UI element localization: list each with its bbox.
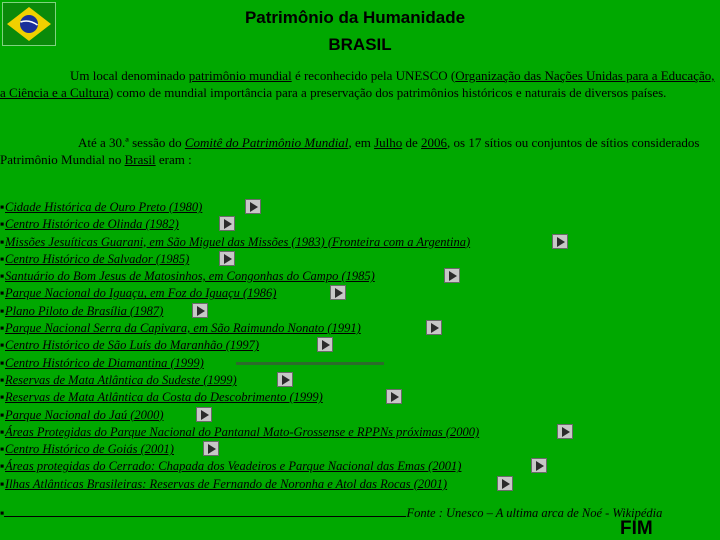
bullet: ▪ [0, 217, 5, 232]
list-item [0, 303, 720, 320]
intro-text: eram : [155, 152, 192, 167]
list-item [0, 216, 720, 233]
play-icon[interactable] [330, 285, 346, 300]
title-line-2: BRASIL [328, 35, 392, 54]
site-link[interactable]: Plano Piloto de Brasília (1987) [5, 303, 164, 318]
bullet: ▪ [0, 407, 5, 422]
site-link[interactable]: Santuário do Bom Jesus de Matosinhos, em Congonhas do Campo (1985) [5, 269, 375, 284]
intro-text: Um local denominado [70, 68, 189, 83]
intro-text: de [402, 135, 422, 150]
list-item [0, 251, 720, 268]
site-link[interactable]: Ilhas Atlânticas Brasileiras: Reservas de Fernando de Noronha e Atol das Rocas (2001) [5, 476, 448, 491]
list-item [0, 199, 720, 216]
bullet: ▪ [0, 390, 5, 405]
list-item [0, 441, 720, 458]
site-link[interactable]: Reservas de Mata Atlântica da Costa do Descobrimento (1999) [5, 390, 323, 405]
list-item [0, 424, 720, 441]
intro-paragraph-2 [0, 134, 716, 168]
play-icon[interactable] [552, 234, 568, 249]
footer-underline [4, 504, 406, 517]
link-unesco-full-name[interactable]: Organização das Nações Unidas para a Educação, a Ciência e a Cultura [0, 68, 715, 100]
link-brasil[interactable]: Brasil [124, 152, 156, 167]
intro-paragraph-1 [0, 67, 716, 101]
play-icon[interactable] [557, 424, 573, 439]
play-icon[interactable] [196, 407, 212, 422]
site-link[interactable]: Missões Jesuíticas Guarani, em São Miguel das Missões (1983) (Fronteira com a Argentina) [5, 234, 471, 249]
end-label: FIM [620, 518, 653, 539]
play-icon[interactable] [277, 372, 293, 387]
bullet: ▪ [0, 355, 5, 370]
site-link[interactable]: Parque Nacional do Iguaçu, em Foz do Iguaçu (1986) [5, 286, 277, 301]
list-item [0, 389, 720, 406]
play-icon[interactable] [317, 337, 333, 352]
list-item [0, 320, 720, 337]
bullet: ▪ [0, 459, 5, 474]
play-icon[interactable] [531, 458, 547, 473]
intro-text: ) como de mundial importância para a preservação dos patrimônios históricos e naturais de diversos países. [109, 85, 667, 100]
play-icon[interactable] [192, 303, 208, 318]
intro-text: é reconhecido pela UNESCO ( [291, 68, 456, 83]
play-icon[interactable] [426, 320, 442, 335]
bullet: ▪ [0, 506, 5, 520]
bullet: ▪ [0, 234, 5, 249]
intro-text: , em [348, 135, 375, 150]
list-item [0, 458, 720, 475]
play-icon[interactable] [203, 441, 219, 456]
bullet: ▪ [0, 200, 5, 214]
site-link[interactable]: Reservas de Mata Atlântica do Sudeste (1999) [5, 372, 237, 387]
link-2006[interactable]: 2006 [421, 135, 448, 150]
bullet: ▪ [0, 321, 5, 336]
footer-source [0, 504, 720, 521]
bullet: ▪ [0, 372, 5, 387]
site-link[interactable]: Centro Histórico de Goiás (2001) [5, 442, 174, 457]
bullet: ▪ [0, 338, 5, 353]
play-icon[interactable] [444, 268, 460, 283]
intro-text: , os 17 sítios ou conjuntos de sítios considerados Patrimônio Mundial no [0, 135, 700, 167]
play-icon[interactable] [219, 216, 235, 231]
site-link[interactable]: Centro Histórico de Salvador (1985) [5, 251, 190, 266]
site-link[interactable]: Áreas protegidas do Cerrado: Chapada dos Veadeiros e Parque Nacional das Emas (2001) [5, 459, 462, 474]
site-link[interactable]: Centro Histórico de Olinda (1982) [5, 217, 179, 232]
list-item [0, 372, 720, 389]
list-item [0, 234, 720, 251]
site-link[interactable]: Parque Nacional Serra da Capivara, em São Raimundo Nonato (1991) [5, 321, 361, 336]
play-icon[interactable] [219, 251, 235, 266]
list-item [0, 268, 720, 285]
play-icon[interactable] [497, 476, 513, 491]
source-text: Fonte : Unesco – A ultima arca de Noé - Wikipédia [406, 506, 663, 520]
bullet: ▪ [0, 303, 5, 318]
list-item [0, 285, 720, 302]
site-link[interactable]: Áreas Protegidas do Parque Nacional do Pantanal Mato-Grossense e RPPNs próximas (2000) [5, 424, 480, 439]
bullet: ▪ [0, 251, 5, 266]
play-icon[interactable] [245, 199, 261, 214]
link-julho[interactable]: Julho [374, 135, 403, 150]
site-link[interactable]: Parque Nacional do Jaú (2000) [5, 407, 164, 422]
list-item [0, 476, 720, 493]
bullet: ▪ [0, 269, 5, 284]
site-link[interactable]: Cidade Histórica de Ouro Preto (1980) [5, 200, 203, 214]
bullet: ▪ [0, 424, 5, 439]
divider [236, 362, 384, 365]
play-icon[interactable] [386, 389, 402, 404]
list-item [0, 407, 720, 424]
list-item [0, 337, 720, 354]
intro-text: Até a 30.ª sessão do [78, 135, 185, 150]
page-title [0, 8, 720, 55]
title-line-1: Patrimônio da Humanidade [244, 8, 466, 27]
bullet: ▪ [0, 476, 5, 491]
link-patrimonio-mundial[interactable]: patrimônio mundial [188, 68, 292, 83]
link-comite[interactable]: Comitê do Patrimônio Mundial [184, 135, 349, 150]
bullet: ▪ [0, 442, 5, 457]
site-link[interactable]: Centro Histórico de Diamantina (1999) [5, 355, 204, 370]
bullet: ▪ [0, 286, 5, 301]
heritage-site-list [0, 199, 720, 493]
site-link[interactable]: Centro Histórico de São Luís do Maranhão (1997) [5, 338, 260, 353]
